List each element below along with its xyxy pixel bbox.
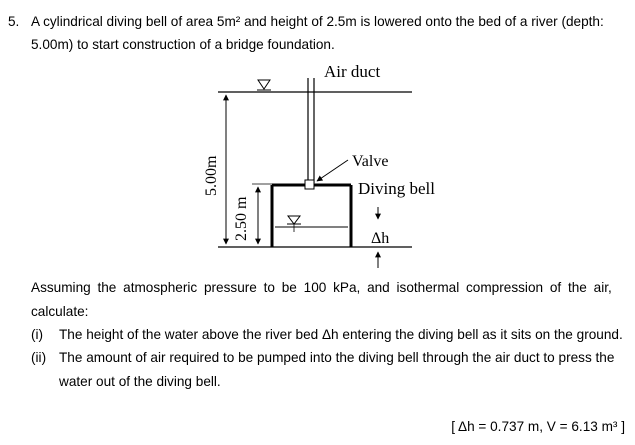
item-i-text: The height of the water above the river bed Δh entering the diving bell as it sits on the ground.	[59, 327, 623, 342]
valve	[305, 180, 314, 189]
problem-number: 5.	[8, 14, 20, 29]
problem-statement-line2: 5.00m) to start construction of a bridge foundation.	[31, 37, 335, 52]
item-i-marker: (i)	[31, 327, 44, 342]
water-level-symbol	[257, 80, 271, 90]
valve-label: Valve	[352, 153, 389, 170]
dh-label: Δh	[371, 230, 390, 247]
diving-bell	[272, 185, 351, 247]
air-duct-label: Air duct	[324, 62, 381, 81]
diving-bell-label: Diving bell	[358, 179, 435, 198]
item-ii-text-line2: water out of the diving bell.	[59, 374, 221, 389]
air-duct	[308, 78, 314, 183]
assumption-line1: Assuming the atmospheric pressure to be 100 kPa, and isothermal compression of the air,	[31, 280, 612, 295]
problem-statement-line1: A cylindrical diving bell of area 5m² and height of 2.5m is lowered onto the bed of a river (depth:	[31, 14, 604, 29]
item-ii-text-line1: The amount of air required to be pumped into the diving bell through the air duct to press the	[59, 350, 615, 365]
depth-label: 5.00m	[203, 155, 220, 196]
assumption-line2: calculate:	[31, 304, 89, 319]
inner-water-symbol	[287, 216, 301, 232]
item-ii-marker: (ii)	[31, 350, 47, 365]
valve-pointer	[317, 160, 348, 181]
answer: [ Δh = 0.737 m, V = 6.13 m³ ]	[451, 419, 625, 434]
bell-height-label: 2.50 m	[233, 196, 250, 241]
